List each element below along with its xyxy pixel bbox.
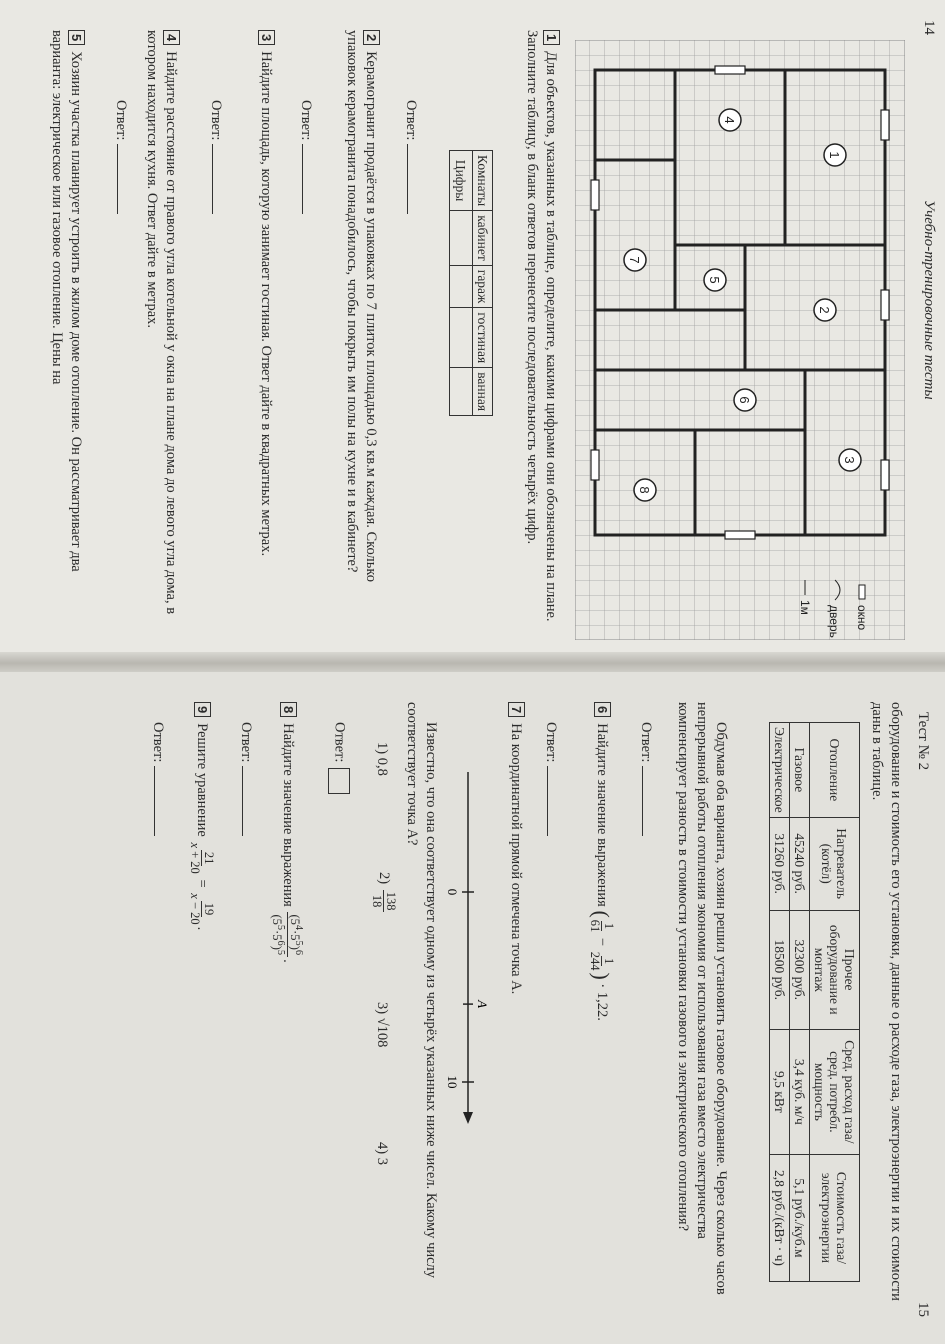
t1-head-4: ванная: [473, 368, 493, 416]
t1-head-1: кабинет: [473, 211, 493, 266]
room-8-label: 8: [637, 486, 652, 494]
legend-scale: 1м: [798, 600, 812, 615]
page-number-left: 14: [921, 20, 937, 35]
room-3-label: 3: [842, 456, 857, 464]
task-6: 6Найдите значение выражения ( 1 61 − 1 244 ) · 1,22.: [588, 702, 615, 1322]
heating-table: [769, 722, 860, 1282]
answer-6[interactable]: [542, 722, 560, 836]
point-a-label: A: [475, 1000, 490, 1009]
task-8-expression: $(5^4\cdot 5^5)^6$ $(5^5\cdot 5^6)^5$: [269, 914, 304, 956]
ht-r0-c1: 45240 руб.: [790, 817, 810, 910]
legend-window: окно: [855, 605, 869, 631]
ht-r1-c1: 31260 руб.: [770, 817, 790, 910]
room-5-label: 5: [707, 276, 722, 284]
task-5-question: Обдумав оба варианта, хозяин решил установить газовое оборудование. Через сколько часов непрерывной работы отопления экономия от использования газа вместо электричества компенсирует разность в стоимости установки газового и электрического отопления?: [675, 702, 729, 1295]
answer-1[interactable]: [402, 100, 420, 214]
task-2: [342, 30, 380, 630]
answer-7[interactable]: [328, 722, 350, 794]
task-1-table: [449, 150, 493, 416]
choice-2[interactable]: 2) 138 18: [370, 872, 398, 911]
task-4: [142, 30, 180, 630]
t1-head-2: гараж: [473, 265, 493, 308]
page-header-left: Учебно-тренировочные тесты: [921, 200, 937, 400]
answer-8[interactable]: [237, 722, 255, 836]
task-4-text: Найдите расстояние от правого угла котельной у окна на плане дома до левого угла дома, в котором находится кухня. Ответ дайте в метрах.: [144, 30, 179, 615]
task-2-number: 2: [363, 30, 380, 45]
task-1-number: 1: [543, 30, 560, 45]
task-8: 8Найдите значение выражения $(5^4\cdot 5^5)^6$ $(5^5\cdot 5^6)^5$ .: [270, 702, 305, 1322]
task-4-number: 4: [163, 30, 180, 45]
task-9-left-fraction: 21 x + 20: [188, 842, 216, 874]
answer-label: Ответ:: [150, 722, 166, 763]
task-6-number: 6: [594, 702, 611, 717]
room-1-label: 1: [827, 151, 842, 159]
ht-head-2: Прочее оборудование и монтаж: [810, 910, 860, 1029]
ht-head-3: Сред. расход газа/ сред. потребл. мощность: [810, 1029, 860, 1154]
task-7-text2: Известно, что она соответствует одному из четырёх указанных ниже чисел. Какому числу соответствует точка A?: [404, 702, 439, 1279]
ht-r1-c4: 2,8 руб./(кВт · ч): [770, 1154, 790, 1281]
room-4-label: 4: [722, 116, 737, 124]
t1-row-label: Цифры: [450, 151, 473, 211]
task-9-right-fraction: 19 x − 20: [188, 893, 216, 925]
task-3: [256, 30, 275, 630]
choice-4[interactable]: 4) 3: [374, 1142, 390, 1165]
ht-r1-c3: 9,5 кВт: [770, 1029, 790, 1154]
answer-box[interactable]: [328, 768, 350, 794]
answer-label: Ответ:: [638, 722, 654, 763]
t1-head-0: Комнаты: [473, 151, 493, 211]
ht-r0-c0: Газовое: [790, 723, 810, 818]
room-7-label: 7: [627, 256, 642, 264]
page-number-right: 15: [915, 1302, 931, 1317]
answer-label: Ответ:: [238, 722, 254, 763]
legend-door: дверь: [827, 605, 841, 638]
task-1-text: Для объектов, указанных в таблице, определите, какими цифрами они обозначены на плане. Заполните таблицу, в бланк ответов перенесите последовательность четырёх цифр.: [524, 30, 559, 622]
task-3-text: Найдите площадь, которую занимает гостиная. Ответ дайте в квадратных метрах.: [258, 51, 274, 557]
task-6-text: Найдите значение выражения: [594, 723, 611, 907]
number-line: [445, 752, 490, 1132]
choice-1[interactable]: 1) 0,8: [374, 742, 390, 776]
axis-zero-label: 0: [445, 888, 460, 896]
book-gutter: [0, 652, 945, 674]
t1-cell[interactable]: [450, 308, 473, 368]
task-8-text: Найдите значение выражения: [280, 723, 297, 907]
task-1: [522, 30, 560, 630]
choice-3[interactable]: 3) √108: [374, 1002, 390, 1048]
t1-cell[interactable]: [450, 211, 473, 266]
room-2-label: 2: [817, 306, 832, 314]
ht-r0-c3: 3,4 куб. м/ч: [790, 1029, 810, 1154]
ht-r1-c0: Электрическое: [770, 723, 790, 818]
frac-1-61: 1 61: [588, 919, 616, 933]
task-9-number: 9: [194, 702, 211, 717]
task-9-tail: .: [194, 926, 211, 931]
ht-head-4: Стоимость газа/электроэнергии: [810, 1154, 860, 1281]
answer-4[interactable]: [112, 100, 130, 214]
answer-label: Ответ:: [208, 100, 224, 141]
t1-cell[interactable]: [450, 265, 473, 308]
task-5-intro: оборудование и стоимость его установки, данные о расходе газа, электроэнергии и их стоимости даны в таблице.: [869, 702, 904, 1301]
choice-2-label: 2): [376, 872, 393, 885]
answer-5[interactable]: [637, 722, 655, 836]
task-9-text: Решите уравнение: [194, 723, 211, 837]
task-7: [506, 702, 525, 1322]
ht-r1-c2: 18500 руб.: [770, 910, 790, 1029]
task-3-number: 3: [258, 30, 275, 45]
t1-head-3: гостиная: [473, 308, 493, 368]
answer-3[interactable]: [207, 100, 225, 214]
ht-head-0: Отопление: [810, 723, 860, 818]
answer-label: Ответ:: [331, 722, 348, 763]
right-page: [0, 672, 945, 1344]
task-6-tail: · 1,22.: [594, 983, 611, 1021]
task-8-number: 8: [280, 702, 297, 717]
ht-r0-c4: 5,1 руб./куб.м: [790, 1154, 810, 1281]
left-page: [0, 0, 945, 655]
axis-ten-label: 10: [445, 1075, 460, 1089]
task-5: [47, 30, 85, 630]
ht-head-1: Нагреватель (котёл): [810, 817, 860, 910]
page-header-right: Тест № 2: [915, 712, 931, 771]
task-7-number: 7: [508, 702, 525, 717]
answer-2[interactable]: [297, 100, 315, 214]
task-5-number: 5: [68, 30, 85, 45]
task-5-text: Хозяин участка планирует устроить в жилом доме отопление. Он рассматривает два варианта: электрическое или газовое отопление. Цены на: [49, 30, 84, 572]
room-6-label: 6: [737, 396, 752, 404]
task-9: 9Решите уравнение 21 x + 20 = 19 x − 20 .: [188, 702, 215, 1322]
task-2-text: Керамогранит продаётся в упаковках по 7 плиток площадью 0,3 кв.м каждая. Сколько упаковок керамогранита понадобилось, чтобы покрыть им полы на кухне и в кабинете?: [344, 30, 379, 582]
answer-label: Ответ:: [403, 100, 419, 141]
answer-label: Ответ:: [543, 722, 559, 763]
floor-plan: [575, 40, 905, 640]
answer-label: Ответ:: [113, 100, 129, 141]
frac-1-244: 1 244: [588, 951, 616, 971]
task-7-text: На координатной прямой отмечена точка A.: [508, 723, 524, 995]
answer-9[interactable]: [149, 722, 167, 836]
ht-r0-c2: 32300 руб.: [790, 910, 810, 1029]
t1-cell[interactable]: [450, 368, 473, 416]
answer-label: Ответ:: [298, 100, 314, 141]
